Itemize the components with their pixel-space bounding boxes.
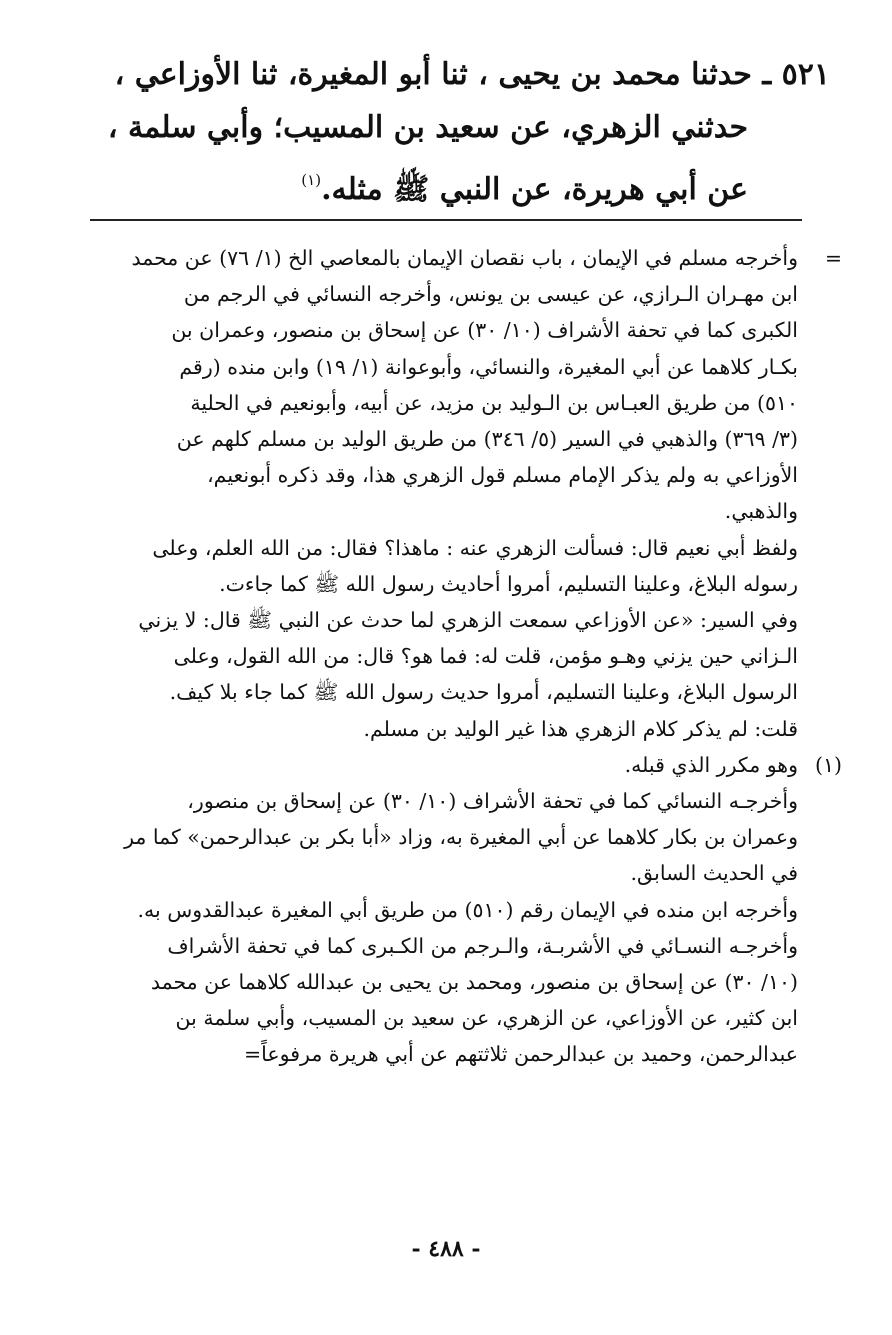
note-line: الكبرى كما في تحفة الأشراف (١٠/ ٣٠) عن إسحاق بن منصور، وعمران بن: [171, 318, 798, 343]
note-line: ٥١٠) من طريق العبـاس بن الـوليد بن مزيد، عن أبيه، وأبونعيم في الحلية: [190, 390, 798, 415]
note-line: رسوله البلاغ، وعلينا التسليم، أمروا أحاديث رسول الله ﷺ كما جاءت.: [219, 571, 798, 596]
page-number: - ٤٨٨ -: [411, 1236, 481, 1262]
footnote-continuation: [58, 240, 842, 747]
note-line: وأخرجه مسلم في الإيمان ، باب نقصان الإيمان بالمعاصي الخ (١/ ٧٦) عن محمد: [131, 246, 798, 270]
note-line: ابن كثير، عن الأوزاعي، عن الزهري، عن سعيد بن المسيب، وأبي سلمة بن: [175, 1006, 798, 1031]
note-line: الأوزاعي به ولم يذكر الإمام مسلم قول الزهري هذا، وقد ذكره أبونعيم،: [207, 463, 798, 488]
note-line: قلت: لم يذكر كلام الزهري هذا غير الوليد بن مسلم.: [363, 716, 798, 741]
note-line: الـزاني حين يزني وهـو مؤمن، قلت له: فما هو؟ قال: من الله القول، وعلى: [173, 644, 798, 669]
footnotes: [58, 240, 842, 1073]
footnote-number: (١): [814, 752, 842, 777]
note-line: وأخرجه ابن منده في الإيمان رقم (٥١٠) من طريق أبي المغيرة عبدالقدوس به.: [137, 897, 798, 922]
hadith-line: حدثني الزهري، عن سعيد بن المسيب؛ وأبي سلمة ،: [107, 110, 748, 145]
note-line: وأخرجـه النسـائي في الأشربـة، والـرجم من الكـبرى كما في تحفة الأشراف: [167, 933, 798, 958]
hadith-line: ٥٢١ ـ حدثنا محمد بن يحيى ، ثنا أبو المغيرة، ثنا الأوزاعي ،: [114, 57, 830, 92]
note-line: في الحديث السابق.: [630, 861, 798, 886]
note-line: ابن مهـران الـرازي، عن عيسى بن يونس، وأخرجه النسائي في الرجم من: [183, 282, 798, 307]
note-line: بكـار كلاهما عن أبي المغيرة، والنسائي، وأبوعوانة (١/ ١٩) وابن منده (رقم: [179, 354, 798, 379]
continuation-marker: =: [824, 246, 842, 270]
note-line: وعمران بن بكار كلاهما عن أبي المغيرة به، وزاد «أبا بكر بن عبدالرحمن» كما مر: [124, 825, 798, 850]
note-line: الرسول البلاغ، وعلينا التسليم، أمروا حديث رسول الله ﷺ كما جاء بلا كيف.: [169, 680, 798, 705]
note-line: والذهبي.: [724, 499, 798, 524]
note-line: عبدالرحمن، وحميد بن عبدالرحمن ثلاثتهم عن أبي هريرة مرفوعاً=: [243, 1042, 798, 1067]
hadith-line: عن أبي هريرة، عن النبي ﷺ مثله.: [321, 172, 748, 207]
footnote-separator: [90, 219, 802, 221]
hadith-text: [100, 48, 830, 216]
note-line: (٣/ ٣٦٩) والذهبي في السير (٥/ ٣٤٦) من طريق الوليد بن مسلم كلهم عن: [176, 427, 798, 452]
note-line: وهو مكرر الذي قبله.: [624, 752, 798, 777]
note-line: وأخرجـه النسائي كما في تحفة الأشراف (١٠/ ٣٠) عن إسحاق بن منصور،: [187, 789, 798, 814]
note-line: وفي السير: «عن الأوزاعي سمعت الزهري لما حدث عن النبي ﷺ قال: لا يزني: [138, 608, 798, 633]
note-line: ولفظ أبي نعيم قال: فسألت الزهري عنه : ماهذا؟ فقال: من الله العلم، وعلى: [152, 535, 798, 560]
note-line: (١٠/ ٣٠) عن إسحاق بن منصور، ومحمد بن يحيى بن عبدالله كلاهما عن محمد: [150, 970, 798, 995]
footnote-1: [58, 747, 842, 1073]
footnote-reference: (١): [301, 171, 322, 189]
